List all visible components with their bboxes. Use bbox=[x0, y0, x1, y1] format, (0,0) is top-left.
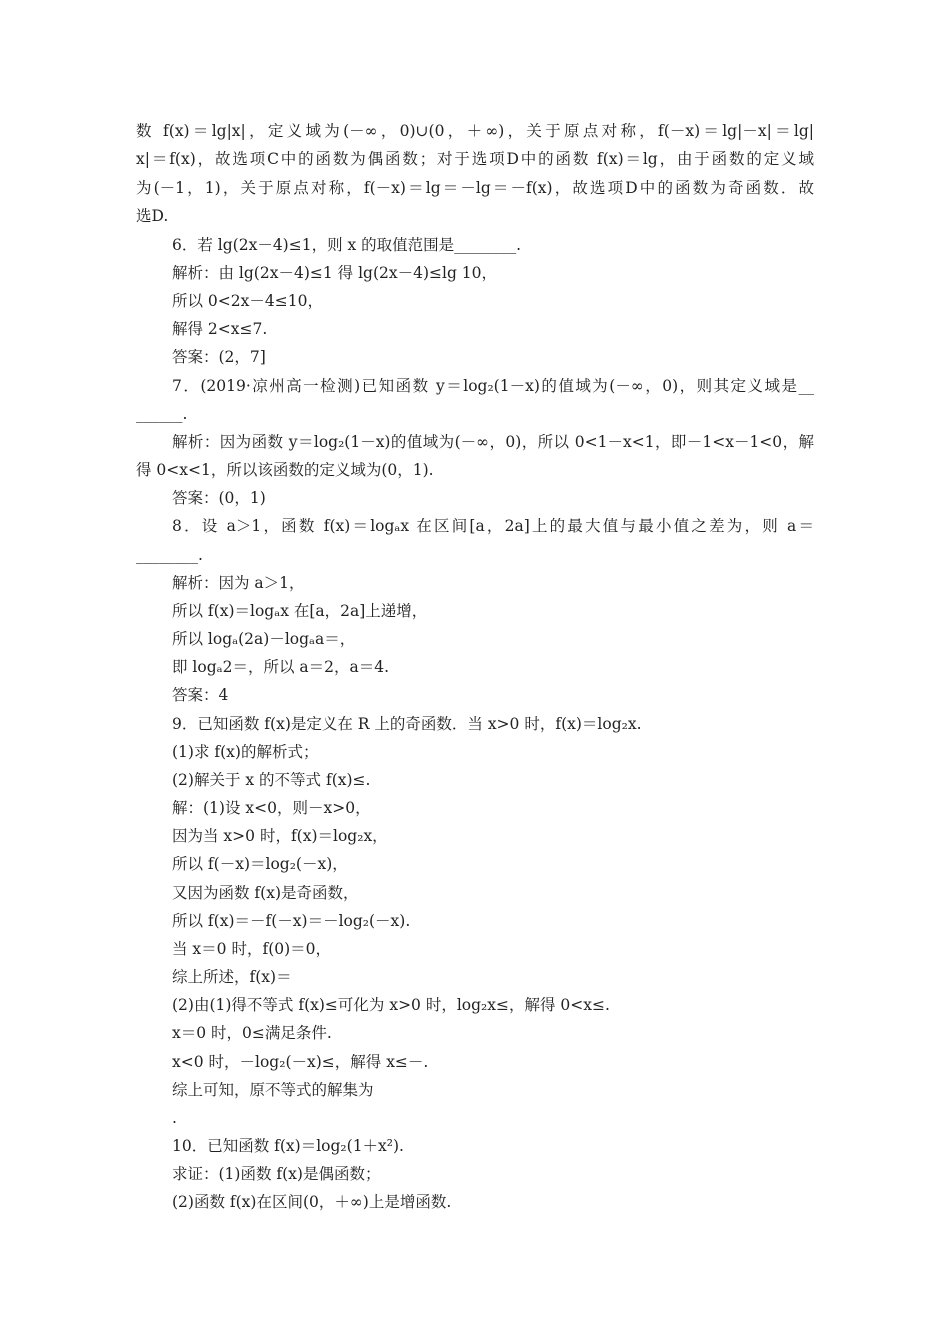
text-line: 解析：由 lg(2x－4)≤1 得 lg(2x－4)≤lg 10， bbox=[172, 264, 498, 282]
answer-line: 答案：(2，7] bbox=[172, 348, 266, 366]
text-line: 综上可知，原不等式的解集为 bbox=[172, 1081, 374, 1099]
question-8: 8．设 a＞1，函数 f(x)＝logₐx 在区间[a，2a]上的最大值与最小值之差为，则 a＝ bbox=[172, 517, 814, 535]
answer-line: 答案：4 bbox=[172, 686, 229, 704]
text-line: 选D. bbox=[136, 207, 169, 225]
text-line: 为(－1，1)，关于原点对称，f(－x)＝lg＝－lg＝－f(x)，故选项D中的函数为奇函数．故 bbox=[136, 179, 814, 197]
text-line: 所以 f(－x)＝log₂(－x)， bbox=[172, 855, 348, 873]
text-line: 因为当 x>0 时，f(x)＝log₂x， bbox=[172, 827, 388, 845]
text-line: 又因为函数 f(x)是奇函数， bbox=[172, 884, 359, 902]
question-7: 7．(2019·凉州高一检测)已知函数 y＝log₂(1－x)的值域为(－∞，0)，则其定义域是__ bbox=[172, 377, 814, 395]
text-line: (2)函数 f(x)在区间(0，＋∞)上是增函数. bbox=[172, 1193, 452, 1211]
text-line: 所以 0<2x－4≤10， bbox=[172, 292, 323, 310]
text-line: . bbox=[172, 1109, 177, 1127]
text-line: 数 f(x)＝lg|x|，定义域为(－∞，0)∪(0，＋∞)，关于原点对称，f(－x)＝lg|－x|＝lg| bbox=[136, 122, 814, 140]
text-line: x|＝f(x)，故选项C中的函数为偶函数；对于选项D中的函数 f(x)＝lg，由于函数的定义域 bbox=[136, 150, 814, 168]
text-line: 所以 logₐ(2a)－logₐa＝， bbox=[172, 630, 356, 648]
text-line: 所以 f(x)＝－f(－x)＝－log₂(－x). bbox=[172, 912, 411, 930]
text-line: 解析：因为 a＞1， bbox=[172, 574, 305, 592]
text-line: 解得 2<x≤7. bbox=[172, 320, 268, 338]
text-line: ________. bbox=[136, 546, 203, 564]
text-line: 求证：(1)函数 f(x)是偶函数； bbox=[172, 1165, 381, 1183]
text-line: 综上所述，f(x)＝ bbox=[172, 968, 292, 986]
question-6: 6．若 lg(2x－4)≤1，则 x 的取值范围是________. bbox=[172, 236, 522, 254]
text-line: 当 x＝0 时，f(0)＝0， bbox=[172, 940, 332, 958]
text-line: (2)解关于 x 的不等式 f(x)≤. bbox=[172, 771, 371, 789]
text-line: (1)求 f(x)的解析式； bbox=[172, 743, 319, 761]
text-line: 即 logₐ2＝，所以 a＝2，a＝4. bbox=[172, 658, 390, 676]
text-line: x<0 时，－log₂(－x)≤，解得 x≤－. bbox=[172, 1053, 429, 1071]
text-line: (2)由(1)得不等式 f(x)≤可化为 x>0 时，log₂x≤，解得 0<x≤. bbox=[172, 996, 610, 1014]
text-line: 得 0<x<1，所以该函数的定义域为(0，1). bbox=[136, 461, 434, 479]
question-10: 10．已知函数 f(x)＝log₂(1＋x²). bbox=[172, 1137, 404, 1155]
text-line: 解：(1)设 x<0，则－x>0， bbox=[172, 799, 371, 817]
text-line: 所以 f(x)＝logₐx 在[a，2a]上递增， bbox=[172, 602, 428, 620]
text-line: x＝0 时，0≤满足条件. bbox=[172, 1024, 332, 1042]
answer-line: 答案：(0，1) bbox=[172, 489, 266, 507]
text-line: 解析：因为函数 y＝log₂(1－x)的值域为(－∞，0)，所以 0<1－x<1，即－1<x－1<0，解 bbox=[172, 433, 814, 451]
text-line: ______. bbox=[136, 405, 188, 423]
question-9: 9．已知函数 f(x)是定义在 R 上的奇函数．当 x>0 时，f(x)＝log₂x. bbox=[172, 715, 642, 733]
